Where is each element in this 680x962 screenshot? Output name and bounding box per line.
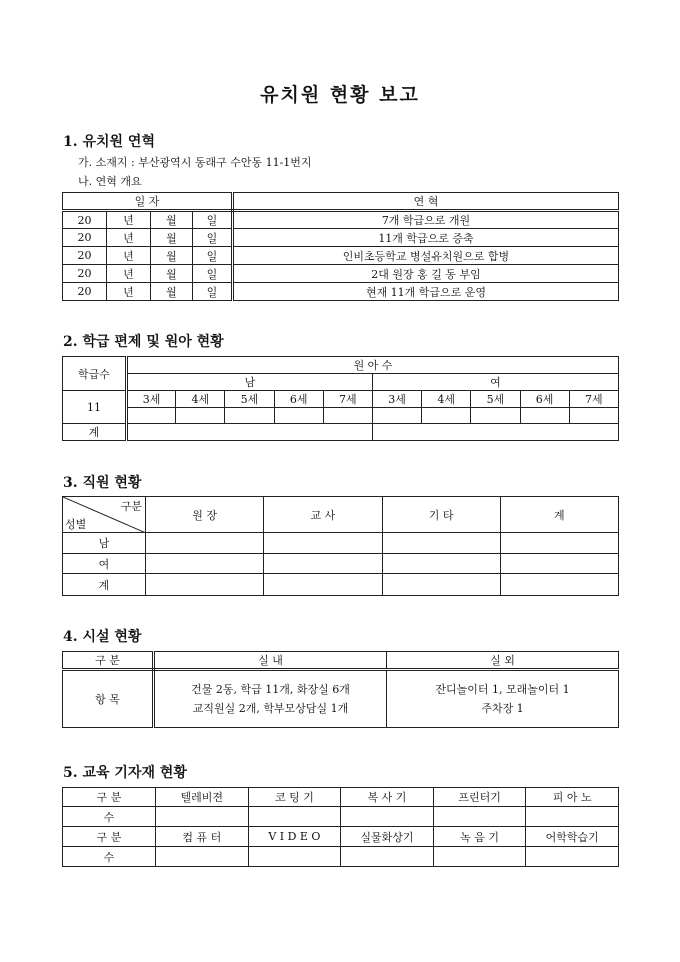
address-line: 가. 소재지 : 부산광역시 동래구 수안동 11-1번지	[78, 156, 312, 169]
equip-visualizer: 실물화상기	[341, 827, 434, 847]
empty-cell	[323, 408, 372, 424]
day-label: 일	[193, 283, 233, 301]
facility-col-label: 구 분	[63, 652, 154, 670]
equip-computer: 컴 퓨 터	[156, 827, 249, 847]
history-text: 11개 학급으로 증축	[233, 229, 619, 247]
empty-cell	[225, 408, 274, 424]
year-cell: 20	[63, 247, 107, 265]
equip-count-label: 수	[63, 847, 156, 867]
empty-cell	[264, 533, 382, 554]
overview-line: 나. 연혁 개요	[78, 175, 142, 188]
table-row	[63, 283, 619, 301]
age-3-female: 3세	[372, 391, 421, 408]
staff-corner-cell	[63, 497, 146, 533]
empty-cell	[422, 408, 471, 424]
section3-heading: 3. 직원 현황	[63, 475, 142, 491]
outdoor-line-1: 잔디놀이터 1, 모래놀이터 1	[435, 683, 570, 696]
table-row	[63, 229, 619, 247]
age-4-male: 4세	[176, 391, 225, 408]
staff-col-other: 기 타	[382, 497, 500, 533]
table-row	[63, 574, 619, 596]
age-6-female: 6세	[520, 391, 569, 408]
section4-heading: 4. 시설 현황	[63, 629, 142, 645]
table-row	[63, 247, 619, 265]
empty-cell	[382, 533, 500, 554]
month-label: 월	[151, 211, 193, 229]
equip-label: 구 분	[63, 827, 156, 847]
year-label: 년	[107, 265, 151, 283]
empty-cell	[526, 807, 619, 827]
age-7-female: 7세	[569, 391, 618, 408]
history-text: 2대 원장 홍 길 동 부임	[233, 265, 619, 283]
day-label: 일	[193, 247, 233, 265]
empty-cell	[248, 807, 341, 827]
history-head-date: 일 자	[63, 193, 233, 211]
empty-cell	[433, 847, 526, 867]
day-label: 일	[193, 265, 233, 283]
empty-cell	[176, 408, 225, 424]
table-row	[63, 533, 619, 554]
corner-bottom-label: 성별	[65, 518, 87, 531]
empty-cell	[156, 847, 249, 867]
outdoor-line-2: 주차장 1	[481, 702, 524, 715]
facility-outdoor-cell	[387, 670, 619, 728]
table-row	[63, 807, 619, 827]
history-table	[62, 192, 619, 301]
classes-value: 11	[63, 391, 127, 424]
empty-cell	[372, 424, 618, 441]
equip-recorder: 녹 음 기	[433, 827, 526, 847]
facility-outdoor-label: 실 외	[387, 652, 619, 670]
age-6-male: 6세	[274, 391, 323, 408]
empty-cell	[500, 574, 618, 596]
indoor-line-1: 건물 2동, 학급 11개, 화장실 6개	[191, 683, 350, 696]
corner-top-label: 구분	[120, 500, 142, 513]
empty-cell	[500, 554, 618, 574]
empty-cell	[526, 847, 619, 867]
table-row	[63, 408, 619, 424]
facility-indoor-label: 실 내	[154, 652, 387, 670]
year-label: 년	[107, 211, 151, 229]
empty-cell	[156, 807, 249, 827]
empty-cell	[146, 574, 264, 596]
age-7-male: 7세	[323, 391, 372, 408]
empty-cell	[382, 574, 500, 596]
year-label: 년	[107, 247, 151, 265]
empty-cell	[433, 807, 526, 827]
equip-copier: 복 사 기	[341, 788, 434, 807]
empty-cell	[248, 847, 341, 867]
facility-row-label: 항 목	[63, 670, 154, 728]
table-row	[63, 265, 619, 283]
empty-cell	[341, 847, 434, 867]
male-label: 남	[127, 374, 373, 391]
year-cell: 20	[63, 229, 107, 247]
age-5-female: 5세	[471, 391, 520, 408]
table-row	[63, 424, 619, 441]
equip-tv: 텔레비젼	[156, 788, 249, 807]
day-label: 일	[193, 229, 233, 247]
staff-row-total: 계	[63, 574, 146, 596]
classes-label: 학급수	[63, 357, 127, 391]
empty-cell	[127, 424, 373, 441]
month-label: 월	[151, 283, 193, 301]
age-3-male: 3세	[127, 391, 176, 408]
empty-cell	[471, 408, 520, 424]
empty-cell	[264, 574, 382, 596]
empty-cell	[274, 408, 323, 424]
staff-col-total: 계	[500, 497, 618, 533]
history-text: 인비초등학교 병설유치원으로 합병	[233, 247, 619, 265]
empty-cell	[372, 408, 421, 424]
year-label: 년	[107, 283, 151, 301]
history-text: 현재 11개 학급으로 운영	[233, 283, 619, 301]
month-label: 월	[151, 229, 193, 247]
female-label: 여	[372, 374, 618, 391]
class-table	[62, 356, 619, 441]
year-cell: 20	[63, 283, 107, 301]
table-row	[63, 788, 619, 807]
equip-printer: 프린터기	[433, 788, 526, 807]
staff-col-teacher: 교 사	[264, 497, 382, 533]
year-cell: 20	[63, 211, 107, 229]
section1-heading: 1. 유치원 연혁	[63, 134, 155, 150]
staff-row-female: 여	[63, 554, 146, 574]
staff-table	[62, 496, 619, 596]
table-row	[63, 827, 619, 847]
table-row	[63, 554, 619, 574]
equipment-table	[62, 787, 619, 867]
year-cell: 20	[63, 265, 107, 283]
empty-cell	[382, 554, 500, 574]
month-label: 월	[151, 265, 193, 283]
empty-cell	[341, 807, 434, 827]
history-head-text: 연 혁	[233, 193, 619, 211]
table-row	[63, 211, 619, 229]
facility-indoor-cell	[154, 670, 387, 728]
section2-heading: 2. 학급 편제 및 원아 현황	[63, 334, 224, 350]
age-4-female: 4세	[422, 391, 471, 408]
staff-col-principal: 원 장	[146, 497, 264, 533]
day-label: 일	[193, 211, 233, 229]
total-label: 계	[63, 424, 127, 441]
equip-count-label: 수	[63, 807, 156, 827]
empty-cell	[146, 533, 264, 554]
section5-heading: 5. 교육 기자재 현황	[63, 765, 187, 781]
equip-laminator: 코 팅 기	[248, 788, 341, 807]
equip-language-lab: 어학학습기	[526, 827, 619, 847]
page-title: 유치원 현황 보고	[260, 84, 420, 106]
facility-table	[62, 651, 619, 728]
history-text: 7개 학급으로 개원	[233, 211, 619, 229]
year-label: 년	[107, 229, 151, 247]
empty-cell	[569, 408, 618, 424]
empty-cell	[264, 554, 382, 574]
empty-cell	[520, 408, 569, 424]
equip-label: 구 분	[63, 788, 156, 807]
empty-cell	[127, 408, 176, 424]
age-5-male: 5세	[225, 391, 274, 408]
empty-cell	[146, 554, 264, 574]
equip-piano: 피 아 노	[526, 788, 619, 807]
equip-video: V I D E O	[248, 827, 341, 847]
kids-label: 원 아 수	[127, 357, 619, 374]
table-row	[63, 847, 619, 867]
staff-row-male: 남	[63, 533, 146, 554]
indoor-line-2: 교직원실 2개, 학부모상담실 1개	[192, 702, 349, 715]
empty-cell	[500, 533, 618, 554]
month-label: 월	[151, 247, 193, 265]
